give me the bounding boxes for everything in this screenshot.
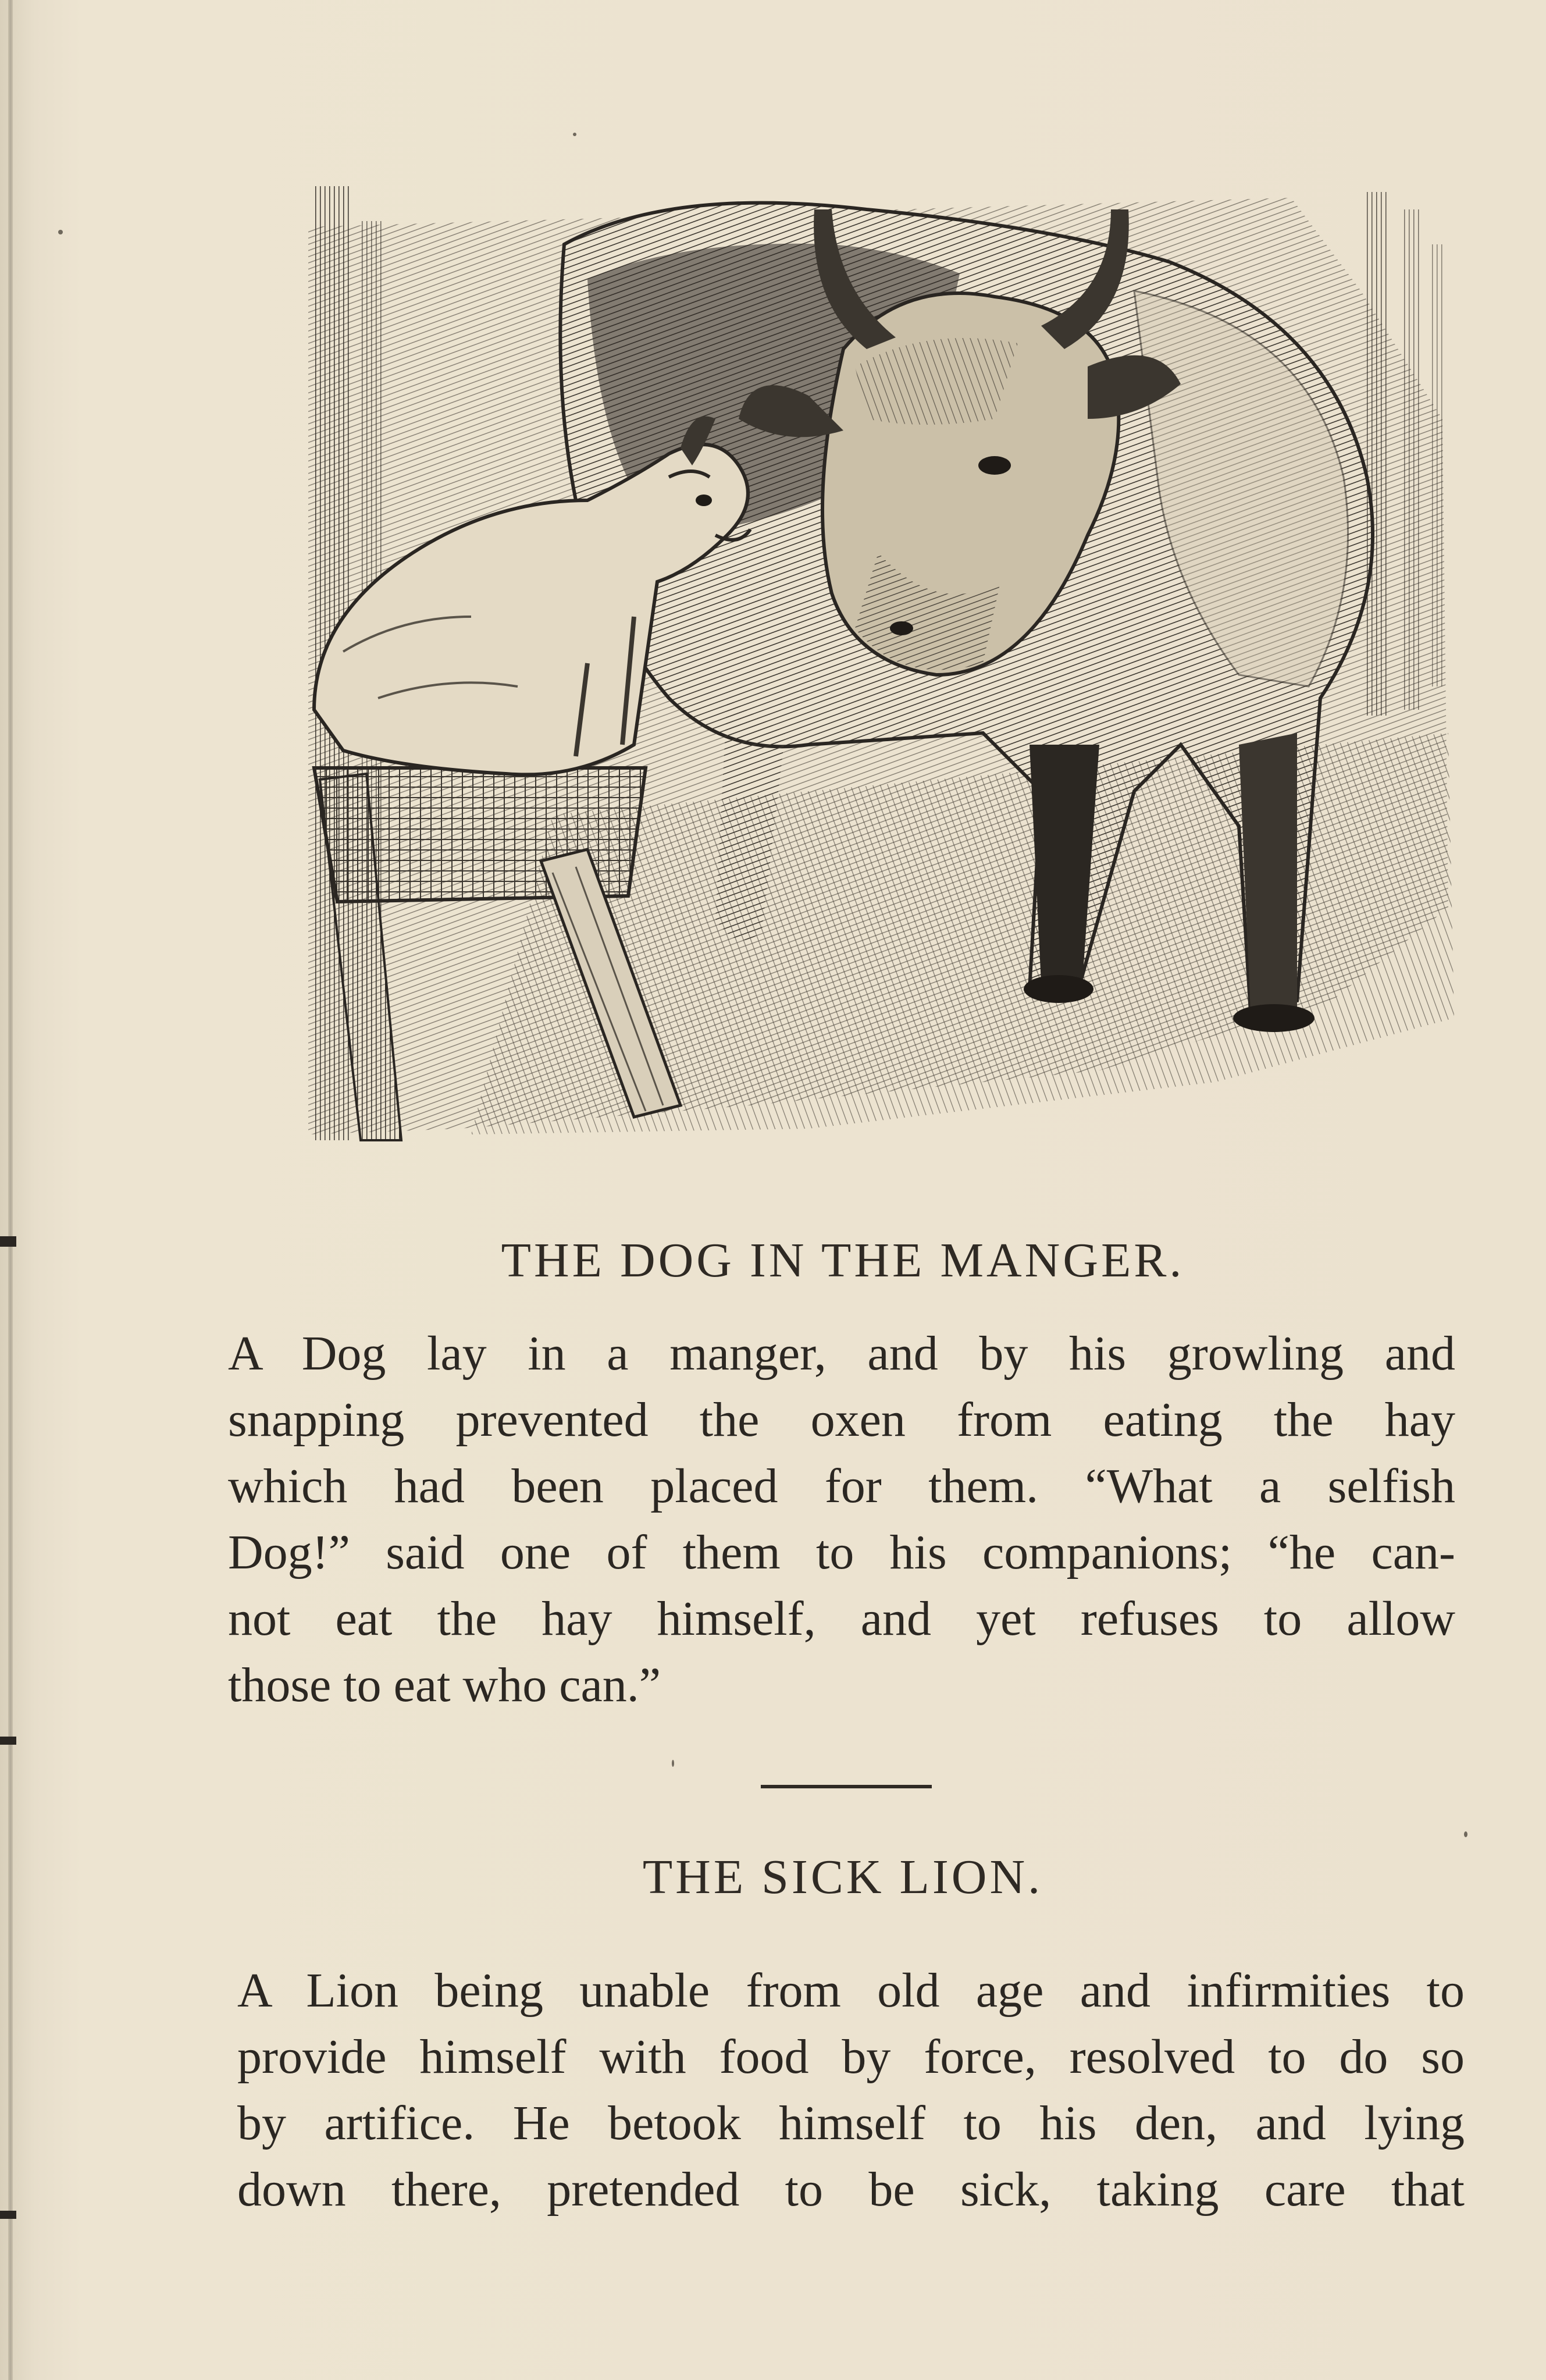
paper-speck xyxy=(58,230,63,234)
story-title: THE SICK LION. xyxy=(642,1850,1043,1904)
paper-speck xyxy=(672,1760,674,1767)
page-gutter xyxy=(8,0,13,2380)
text-line: provide himself with food by force, resolved to do so xyxy=(237,2030,1465,2084)
text-line: down there, pretended to be sick, taking care that xyxy=(237,2162,1465,2217)
paper-speck xyxy=(1464,1831,1467,1837)
story-paragraph xyxy=(228,1321,1455,1719)
paper-speck xyxy=(573,133,576,136)
dog-and-ox-engraving xyxy=(227,175,1460,1152)
text-line: A Dog lay in a manger, and by his growling and xyxy=(228,1326,1455,1381)
text-line: not eat the hay himself, and yet refuses to allow xyxy=(228,1592,1455,1646)
gutter-mark xyxy=(0,2211,16,2219)
story-title: THE DOG IN THE MANGER. xyxy=(501,1233,1185,1287)
story-paragraph xyxy=(237,1958,1465,2223)
text-line: snapping prevented the oxen from eating the hay xyxy=(228,1393,1455,1447)
text-line: by artifice. He betook himself to his den, and lying xyxy=(237,2096,1465,2150)
text-line: which had been placed for them. “What a selfish xyxy=(228,1459,1455,1513)
gutter-mark xyxy=(0,1236,16,1247)
text-line: Dog!” said one of them to his companions; “he can- xyxy=(228,1525,1455,1579)
text-line: A Lion being unable from old age and infirmities to xyxy=(237,1963,1465,2018)
gutter-mark xyxy=(0,1737,16,1745)
section-divider xyxy=(761,1785,932,1788)
text-line: those to eat who can.” xyxy=(228,1658,661,1712)
